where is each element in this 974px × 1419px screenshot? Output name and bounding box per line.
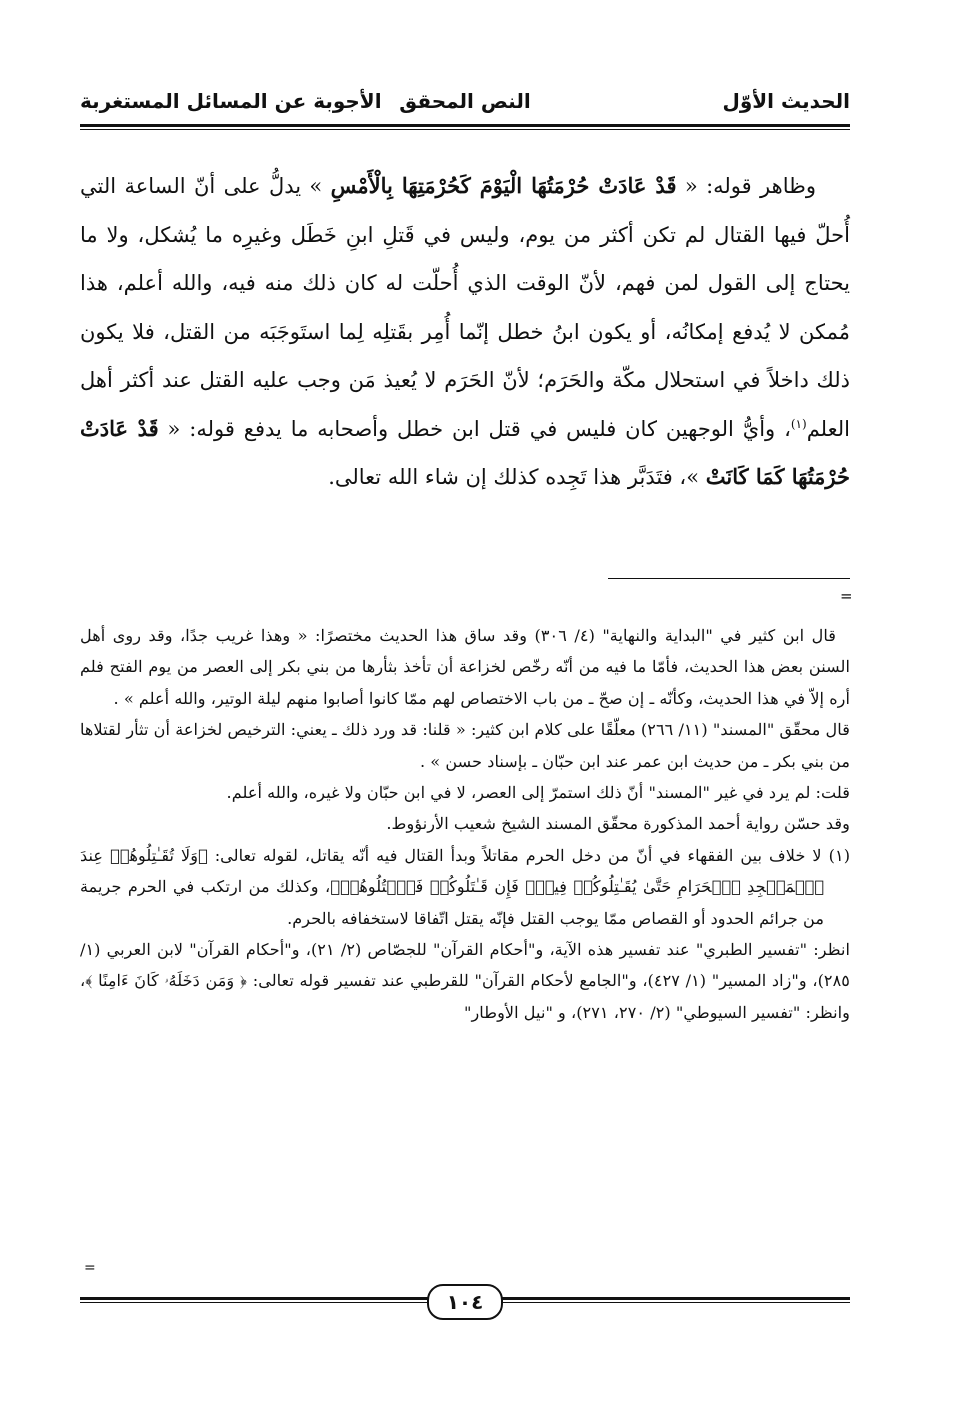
footnote-separator bbox=[608, 578, 850, 579]
header-book-title: الأجوبة عن المسائل المستغربة bbox=[80, 89, 382, 113]
footnote-1 bbox=[80, 840, 850, 934]
hadith-quote-2: قَدْ عَادَتْ حُرْمَتُهَا كَمَا كَانَتْ bbox=[80, 415, 850, 489]
page-number: ١٠٤ bbox=[427, 1284, 503, 1320]
main-paragraph bbox=[80, 162, 850, 502]
header-chapter-title: الحديث الأوّل bbox=[722, 89, 850, 113]
running-header bbox=[80, 86, 850, 122]
footnotes bbox=[80, 620, 850, 1028]
main-text-segment-3: ، وأيُّ الوجهين كان فليس في قتل ابن خطل وأصحابه ما يدفع قوله: « bbox=[167, 416, 791, 441]
footnote-1-quran: وَلَا تُقَـٰتِلُوهُمۡ عِندَ ٱلۡمَسۡجِدِ ٱلۡحَرَامِ حَتَّىٰ يُقَـٰتِلُوكُمۡ فِيهِۖ فَإِن قَـٰتَلُوكُمۡ فَٱقۡتُلُوهُمۡ bbox=[80, 845, 824, 897]
hadith-quote-1: قَدْ عَادَتْ حُرْمَتُهَا الْيَوْمَ كَحُرْمَتِهَا بِالْأَمْسِ bbox=[330, 173, 677, 198]
footnote-paragraph-arnaut: وقد حسّن رواية أحمد المذكورة محقّق المسند الشيخ شعيب الأرنؤوط. bbox=[386, 814, 850, 834]
footnote-paragraph-musnad-editor: قال محقّق "المسند" (١١/ ٢٦٦) معلّقًا على كلام ابن كثير: « قلنا: قد ورد ذلك ـ يعني: الترخيص لخزاعة أن تثأر لقتلاها من بني بكر ـ من حديث ابن عمر عند ابن حبّان ـ بإسناد حسن » . bbox=[80, 720, 850, 771]
main-text-segment-1: وظاهر قوله: « bbox=[684, 174, 816, 198]
references-text-b: ﴾، وانظر: "تفسير السيوطي" (٢/ ٢٧٠، ٢٧١)، و "نيل الأوطار" bbox=[80, 971, 850, 1022]
header-section-title: النص المحقق bbox=[399, 89, 531, 113]
main-text-segment-2: » يدلُّ على أنّ الساعة التي أُحلّ فيها القتال لم تكن أكثر من يوم، وليس في قَتلِ ابنِ خَطَل وغيرِه ما يُشكل، ولا ما يحتاج إلى القول لمن فهم، لأنّ الوقت الذي أُحلّت له كان ذلك منه فيه، والله أعلم، هذا مُمكن لا يُدفع إمكانُه، أو يكون ابنُ خطل إنّما أُمِر بقَتلِه لِما استَوجَبَه من القتل، فلا يكون ذلك داخلاً في استحلال مكّة والحَرَم؛ لأنّ الحَرَم لا يُعيذ مَن وجب عليه القتل عند أكثر أهل العلم bbox=[80, 174, 850, 441]
references-text-a: انظر: "تفسير الطبري" عند تفسير هذه الآية، و"أحكام القرآن" للجصّاص (٢/ ٢١)، و"أحكام القرآن" لابن العربي (١/ ٢٨٥)، و"زاد المسير" (١/ ٤٢٧)، و"الجامع لأحكام القرآن" للقرطبي عند تفسير قوله تعالى: ﴿ bbox=[80, 940, 850, 991]
footnote-paragraph-author-note: قلت: لم يرد في غير "المسند" أنّ ذلك استمرّ إلى العصر، لا في ابن حبّان ولا غيره، والله أعلم. bbox=[226, 783, 850, 803]
header-rule bbox=[80, 124, 850, 127]
footnote-paragraph-references bbox=[80, 934, 850, 1028]
footnote-reference: (١) bbox=[790, 416, 807, 431]
continuation-mark-top: = bbox=[840, 587, 853, 605]
footnote-1-number: (١) bbox=[828, 845, 851, 865]
main-text-segment-4: »، فتَدَبَّر هذا تَجِده كذلك إن شاء الله تعالى. bbox=[328, 465, 700, 489]
footnote-1-text-a: لا خلاف بين الفقهاء في أنّ من دخل الحرم مقاتلاً وبدأ القتال فيه أنّه يقاتل، لقوله تعالى: ﴿ bbox=[198, 845, 822, 865]
references-quran: وَمَن دَخَلَهُۥ كَانَ ءَامِنًا bbox=[98, 971, 235, 991]
footnote-1-text-b: ﴾، وكذلك من ارتكب في الحرم جريمة من جرائم الحدود أو القصاص ممّا يوجب القتل فإنّه يقتل اتّفاقا لاستخفافه بالحرم. bbox=[80, 877, 824, 928]
main-text bbox=[80, 162, 850, 502]
header-rule-thin bbox=[80, 129, 850, 130]
continuation-mark-bottom: = bbox=[84, 1260, 96, 1276]
footnote-paragraph-ibn-kathir: قال ابن كثير في "البداية والنهاية" (٤/ ٣٠٦) وقد ساق هذا الحديث مختصرًا: « وهذا غريب جدًا، وقد روى أهل السنن بعض هذا الحديث، فأمّا ما فيه من أنّه رخّص لخزاعة أن تأخذ بثأرها من بني بكر إلى العصر من يوم الفتح فلم أره إلاّ في هذا الحديث، وكأنّه ـ إن صحّ ـ من باب الاختصاص لهم ممّا كانوا أصابوا منهم ليلة الوتير، والله أعلم » . bbox=[80, 626, 850, 708]
